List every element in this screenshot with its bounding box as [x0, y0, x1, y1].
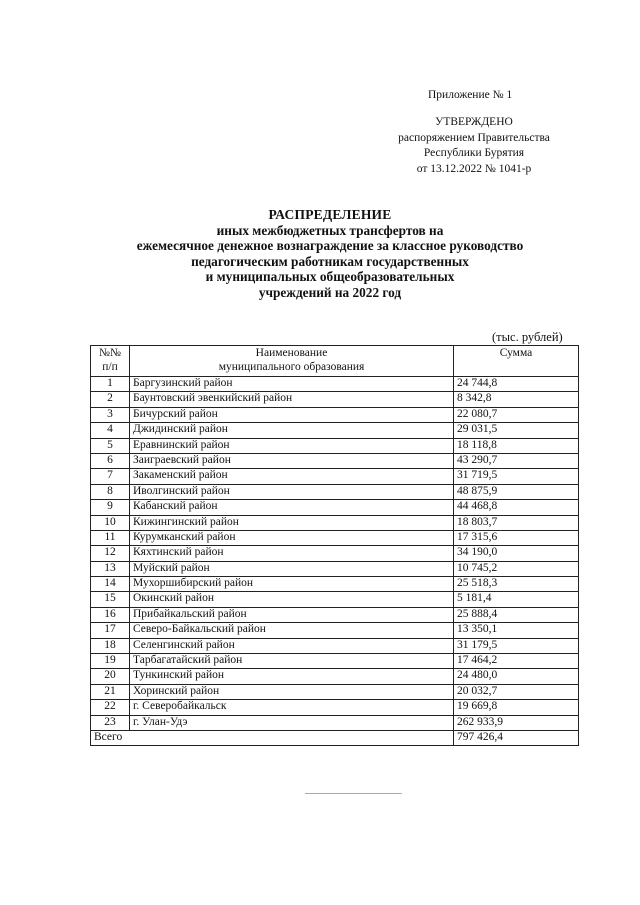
distribution-table [90, 345, 579, 746]
row-number: 23 [91, 715, 130, 730]
row-municipality: Селенгинский район [130, 638, 454, 653]
title-line-3: ежемесячное денежное вознаграждение за классное руководство [136, 238, 524, 254]
row-amount: 262 933,9 [454, 715, 579, 730]
row-municipality: Кижингинский район [130, 515, 454, 530]
row-amount: 17 315,6 [454, 530, 579, 545]
table-body [91, 377, 579, 731]
title-line-4: педагогическим работникам государственных [191, 253, 469, 269]
row-amount: 18 803,7 [454, 515, 579, 530]
row-amount: 24 744,8 [454, 377, 579, 392]
row-amount: 18 118,8 [454, 438, 579, 453]
row-number: 8 [91, 484, 130, 499]
row-amount: 17 464,2 [454, 654, 579, 669]
row-number: 20 [91, 669, 130, 684]
row-municipality: Курумканский район [130, 530, 454, 545]
row-number: 11 [91, 530, 130, 545]
approved-by-line-2: Республики Бурятия [423, 147, 525, 159]
row-number: 17 [91, 623, 130, 638]
table-row [91, 423, 579, 438]
total-amount: 797 426,4 [454, 730, 579, 745]
row-municipality: Тарбагатайский район [130, 654, 454, 669]
row-municipality: Еравнинский район [130, 438, 454, 453]
row-number: 21 [91, 684, 130, 699]
row-municipality: Кяхтинский район [130, 546, 454, 561]
table-row [91, 438, 579, 453]
header-amount-label: Сумма [499, 347, 533, 359]
row-number: 4 [91, 423, 130, 438]
table-row [91, 392, 579, 407]
row-number: 22 [91, 700, 130, 715]
table-row [91, 623, 579, 638]
table-header-row [91, 346, 579, 377]
document-title [60, 207, 600, 301]
table-row [91, 484, 579, 499]
approved-date: от 13.12.2022 № 1041-р [416, 162, 532, 175]
row-number: 6 [91, 453, 130, 468]
row-amount: 19 669,8 [454, 700, 579, 715]
approved-label: УТВЕРЖДЕНО [435, 116, 513, 128]
row-municipality: Хоринский район [130, 684, 454, 699]
table-row [91, 669, 579, 684]
row-number: 3 [91, 407, 130, 422]
row-amount: 24 480,0 [454, 669, 579, 684]
row-municipality: Окинский район [130, 592, 454, 607]
table-row [91, 592, 579, 607]
row-municipality: Джидинский район [130, 423, 454, 438]
row-amount: 29 031,5 [454, 423, 579, 438]
row-number: 14 [91, 577, 130, 592]
header-number-line-2: п/п [102, 361, 118, 373]
table-row [91, 607, 579, 622]
header-name-line-1: Наименование [255, 347, 328, 359]
row-number: 5 [91, 438, 130, 453]
row-municipality: Тункинский район [130, 669, 454, 684]
approval-block [386, 115, 562, 177]
row-municipality: Северо-Байкальский район [130, 623, 454, 638]
table-row [91, 515, 579, 530]
table-row [91, 469, 579, 484]
row-amount: 13 350,1 [454, 623, 579, 638]
row-amount: 8 342,8 [454, 392, 579, 407]
row-amount: 43 290,7 [454, 453, 579, 468]
row-municipality: г. Северобайкальск [130, 700, 454, 715]
table-row [91, 561, 579, 576]
table-row [91, 546, 579, 561]
row-amount: 20 032,7 [454, 684, 579, 699]
row-municipality: Муйский район [130, 561, 454, 576]
table-row [91, 500, 579, 515]
row-amount: 31 719,5 [454, 469, 579, 484]
table-row [91, 377, 579, 392]
row-amount: 10 745,2 [454, 561, 579, 576]
table-row [91, 715, 579, 730]
table-row [91, 530, 579, 545]
row-municipality: Прибайкальский район [130, 607, 454, 622]
row-number: 1 [91, 377, 130, 392]
row-number: 19 [91, 654, 130, 669]
table-row [91, 654, 579, 669]
row-amount: 5 181,4 [454, 592, 579, 607]
table-row [91, 577, 579, 592]
approved-by-line-1: распоряжением Правительства [398, 131, 550, 144]
table-row [91, 453, 579, 468]
table-row [91, 684, 579, 699]
row-amount: 22 080,7 [454, 407, 579, 422]
row-municipality: Бичурский район [130, 407, 454, 422]
row-municipality: Закаменский район [130, 469, 454, 484]
header-name-line-2: муниципального образования [218, 361, 365, 373]
header-number-line-1: №№ [99, 347, 121, 359]
header-name [130, 346, 454, 377]
title-line-1: РАСПРЕДЕЛЕНИЕ [268, 207, 392, 222]
row-municipality: Иволгинский район [130, 484, 454, 499]
row-amount: 31 179,5 [454, 638, 579, 653]
row-municipality: Баргузинский район [130, 377, 454, 392]
row-number: 2 [91, 392, 130, 407]
row-number: 18 [91, 638, 130, 653]
appendix-label: Приложение № 1 [428, 89, 513, 101]
row-number: 13 [91, 561, 130, 576]
total-label: Всего [91, 730, 454, 745]
row-amount: 34 190,0 [454, 546, 579, 561]
units-label: (тыс. рублей) [492, 330, 563, 344]
row-municipality: Мухоршибирский район [130, 577, 454, 592]
row-number: 16 [91, 607, 130, 622]
table-row [91, 700, 579, 715]
table-row [91, 638, 579, 653]
header-amount [454, 346, 579, 377]
row-number: 7 [91, 469, 130, 484]
row-municipality: Заиграевский район [130, 453, 454, 468]
row-number: 15 [91, 592, 130, 607]
row-municipality: Кабанский район [130, 500, 454, 515]
total-row [91, 730, 579, 745]
title-line-6: учреждений на 2022 год [258, 284, 402, 300]
title-line-5: и муниципальных общеобразовательных [205, 269, 455, 285]
title-line-2: иных межбюджетных трансфертов на [216, 222, 444, 238]
row-number: 12 [91, 546, 130, 561]
table-row [91, 407, 579, 422]
header-number [91, 346, 130, 377]
row-number: 10 [91, 515, 130, 530]
row-amount: 25 888,4 [454, 607, 579, 622]
row-municipality: г. Улан-Удэ [130, 715, 454, 730]
row-municipality: Баунтовский эвенкийский район [130, 392, 454, 407]
row-number: 9 [91, 500, 130, 515]
row-amount: 25 518,3 [454, 577, 579, 592]
row-amount: 48 875,9 [454, 484, 579, 499]
row-amount: 44 468,8 [454, 500, 579, 515]
footer-separator [305, 793, 402, 794]
